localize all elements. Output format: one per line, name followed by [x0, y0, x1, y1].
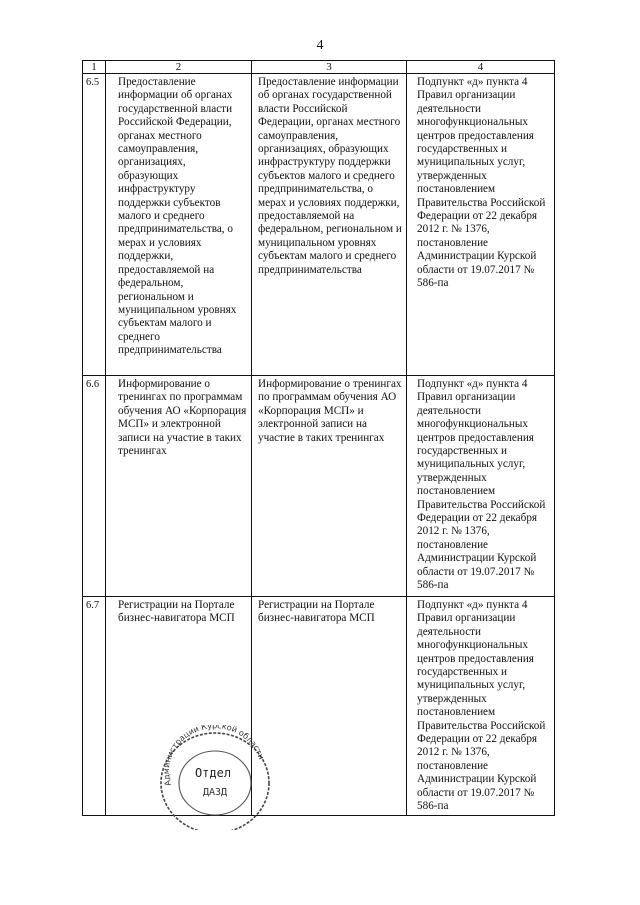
row-number: 6.5 [83, 74, 106, 376]
stamp-ring-text: Администрации Курской области [161, 725, 266, 787]
service-description-cell [252, 376, 407, 597]
stamp-seal-icon [155, 725, 275, 830]
stamp-center-line-2: ДАЗД [202, 787, 228, 798]
row-number: 6.6 [83, 376, 106, 597]
page-number: 4 [316, 38, 324, 53]
stamp-center-line-1: Отдел [194, 766, 232, 780]
legal-basis-text: Подпункт «д» пункта 4 Правил организации деятельности многофункциональных центров предоставления государственных и муниципальных услуг, утвержденных постановлением Правительства Российской Федерации от 22 декабря 2012 г. № 1376, постановление Администрации Курской области от 19.07.2017 № 586-па [417, 378, 546, 592]
row-number: 6.7 [83, 597, 106, 816]
header-col-2: 2 [106, 61, 252, 74]
table-row [83, 597, 555, 816]
service-name-text: Регистрации на Портале бизнес-навигатора МСП [118, 599, 235, 625]
header-col-1: 1 [83, 61, 106, 74]
service-description-text: Регистрации на Портале бизнес-навигатора МСП [258, 599, 375, 625]
legal-basis-cell [407, 597, 555, 816]
service-description-cell [252, 74, 407, 376]
service-description-text: Информирование о тренингах по программам обучения АО «Корпорация МСП» и электронной записи на участие в таких тренингах [258, 378, 402, 444]
service-description-text: Предоставление информации об органах государственной власти Российской Федерации, органах местного самоуправления, организациях, образующих инфраструктуру поддержки субъектов малого и среднего предпринимательства, о мерах и условиях поддержки, предоставляемой на федеральном, региональном и муниципальном уровнях субъектам малого и среднего предпринимательства [258, 76, 402, 276]
table-row [83, 376, 555, 597]
legal-basis-text: Подпункт «д» пункта 4 Правил организации деятельности многофункциональных центров предоставления государственных и муниципальных услуг, утвержденных постановлением Правительства Российской Федерации от 22 декабря 2012 г. № 1376, постановление Администрации Курской области от 19.07.2017 № 586-па [417, 76, 546, 290]
header-col-3: 3 [252, 61, 407, 74]
legal-basis-cell [407, 74, 555, 376]
legal-basis-text: Подпункт «д» пункта 4 Правил организации деятельности многофункциональных центров предоставления государственных и муниципальных услуг, утвержденных постановлением Правительства Российской Федерации от 22 декабря 2012 г. № 1376, постановление Администрации Курской области от 19.07.2017 № 586-па [417, 599, 546, 813]
legal-basis-cell [407, 376, 555, 597]
official-stamp [155, 725, 275, 830]
table-header-row [83, 61, 555, 74]
table-row [83, 74, 555, 376]
service-name-cell [106, 74, 252, 376]
service-name-cell [106, 376, 252, 597]
service-name-text: Предоставление информации об органах государственной власти Российской Федерации, органах местного самоуправления, организациях, образующих инфраструктуру поддержки субъектов малого и среднего предпринимательства, о мерах и условиях поддержки, предоставляемой на федеральном, региональном и муниципальном уровнях субъектам малого и среднего предпринимательства [118, 76, 237, 357]
service-name-text: Информирование о тренингах по программам обучения АО «Корпорация МСП» и электронной записи на участие в таких тренингах [118, 378, 247, 458]
services-table [82, 60, 555, 816]
header-col-4: 4 [407, 61, 555, 74]
